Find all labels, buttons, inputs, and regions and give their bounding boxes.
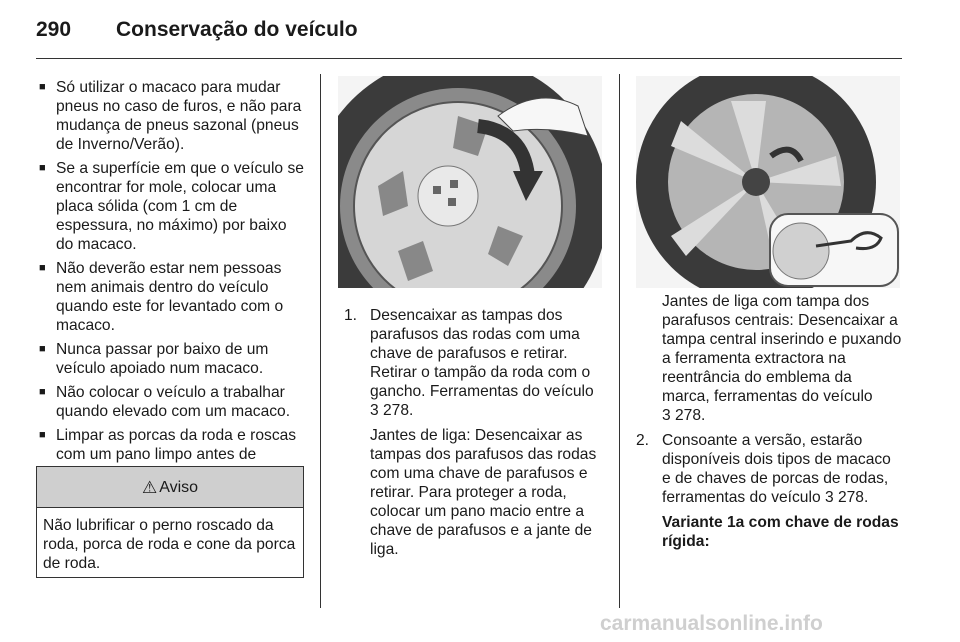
- warning-title: Aviso: [159, 478, 199, 496]
- bullet-item: ■ Não deverão estar nem pessoas nem animais dentro do veículo quando este for levantado com o macaco.: [36, 259, 304, 335]
- alloy-paragraph: Jantes de liga: Desencaixar as tampas dos parafusos das rodas com uma chave de parafusos e retirar. Para proteger a roda, colocar um pano macio entre a chave de parafusos e a jante de liga.: [370, 427, 597, 558]
- middle-text: [344, 306, 606, 559]
- step-number: 2.: [636, 432, 650, 449]
- bullet-item: ■ Se a superfície em que o veículo se encontrar for mole, colocar uma placa sólida (com 1 cm de espessura, no máximo) por baixo do macaco.: [36, 159, 304, 254]
- step-text: Desencaixar as tampas dos parafusos das rodas com uma chave de parafusos e retirar. Retirar o tampão da roda com o gancho. Ferramentas do veículo: [370, 307, 594, 400]
- step-2: [636, 431, 902, 507]
- step-text: Consoante a versão, estarão disponíveis dois tipos de macaco e de chaves de porcas de rodas, ferramentas do veículo 3 278.: [662, 432, 891, 506]
- right-text: [636, 292, 902, 551]
- bullet-item: ■ Só utilizar o macaco para mudar pneus no caso de furos, e não para mudança de pneus sazonal (pneus de Inverno/Verão).: [36, 78, 304, 154]
- column-divider-right: [619, 74, 620, 608]
- subheading: Variante 1a com chave de rodas rígida:: [662, 514, 899, 550]
- page-header: [36, 18, 358, 42]
- step-number: 1.: [344, 307, 358, 324]
- step-1: [344, 306, 606, 420]
- watermark: carmanualsonline.info: [600, 612, 823, 635]
- hubcap-removal-illustration: [338, 76, 602, 288]
- figure-caption: [636, 292, 902, 425]
- column-divider-left: [320, 74, 321, 608]
- page-number: 290: [36, 18, 72, 41]
- caption-text: Jantes de liga com tampa dos parafusos centrais: Desencaixar a tampa central inserindo e puxando a ferramenta extractora na reentrância do emblema da marca, ferramentas do veículo: [662, 293, 902, 405]
- warning-body: Não lubrificar o perno roscado da roda, porca de roda e cone da porca de roda.: [43, 517, 296, 572]
- alloy-wheel-center-cap-illustration: [636, 76, 900, 288]
- warning-triangle-icon: ⚠: [141, 477, 158, 497]
- caption-ref: 3 278.: [662, 407, 706, 424]
- page-title: Conservação do veículo: [116, 18, 358, 41]
- bullet-item: ■ Nunca passar por baixo de um veículo apoiado num macaco.: [36, 340, 304, 378]
- warning-header: [37, 467, 303, 508]
- bullet-item: ■ Não colocar o veículo a trabalhar quando elevado com um macaco.: [36, 383, 304, 421]
- warning-box: [36, 466, 304, 578]
- bullet-item: ■ Limpar as porcas da roda e roscas com um pano limpo antes de: [36, 426, 304, 483]
- left-column: [36, 78, 304, 488]
- step-ref: 3 278.: [370, 402, 414, 419]
- header-rule: [36, 58, 902, 59]
